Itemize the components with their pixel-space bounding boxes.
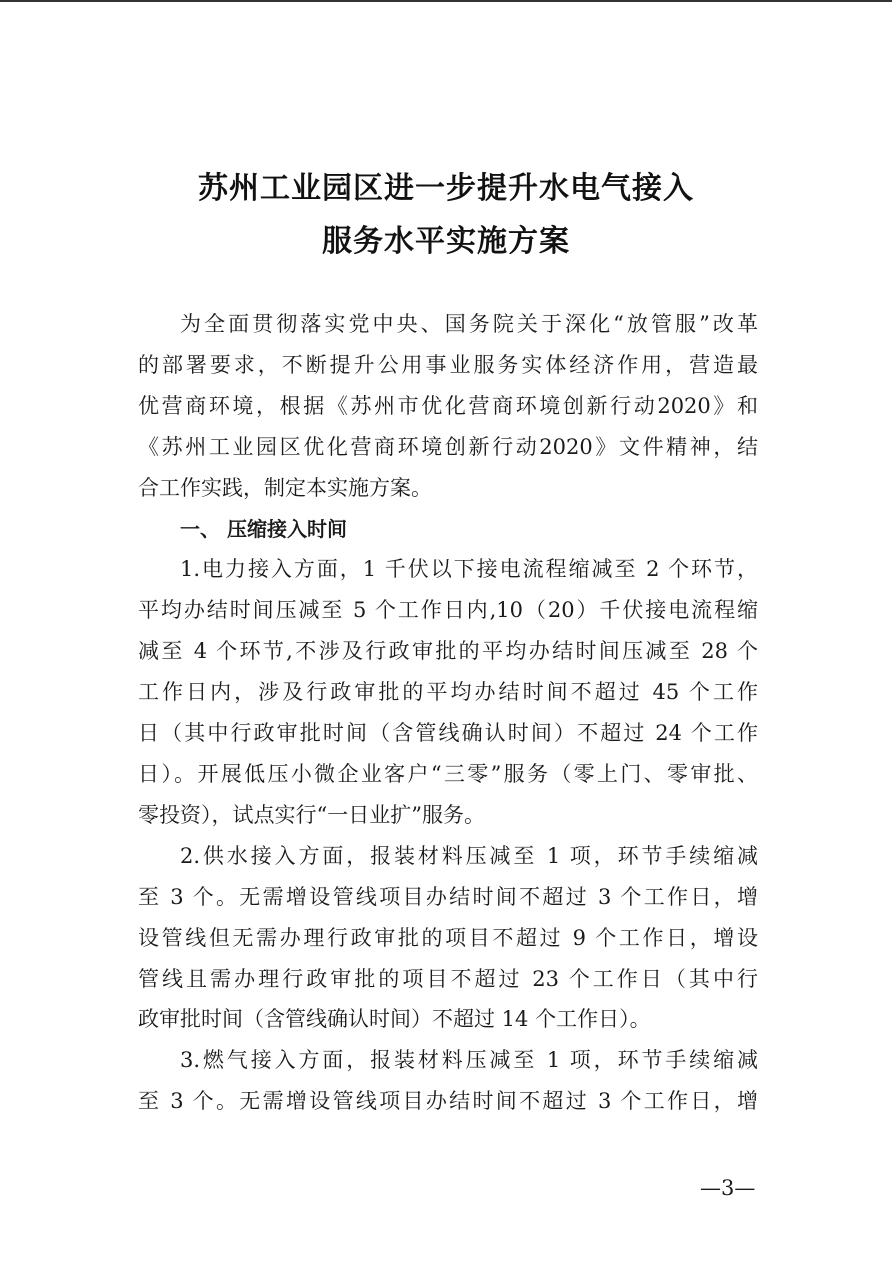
document-title-line-1: 苏州工业园区进一步提升水电气接入: [198, 171, 694, 206]
text-line: 为全面贯彻落实党中央、国务院关于深化“放管服”改革: [180, 312, 758, 336]
text-line: 1.电力接入方面，1 千伏以下接电流程缩减至 2 个环节，: [180, 557, 758, 582]
text-line: 管线且需办理行政审批的项目不超过 23 个工作日（其中行: [138, 966, 758, 991]
top-border-line: [0, 0, 892, 2]
text-line: 零投资），试点实行“一日业扩”服务。: [138, 802, 485, 827]
section-heading: 一、 压缩接入时间: [180, 516, 347, 541]
text-line: 减至 4 个环节,不涉及行政审批的平均办结时间压减至 28 个: [138, 639, 758, 664]
text-line: 的部署要求，不断提升公用事业服务实体经济作用，营造最: [138, 352, 758, 377]
text-line: 至 3 个。无需增设管线项目办结时间不超过 3 个工作日，增: [138, 1089, 758, 1114]
text-line: 《苏州工业园区优化营商环境创新行动2020》文件精神，结: [138, 434, 758, 459]
text-line: 政审批时间（含管线确认时间）不超过 14 个工作日）。: [138, 1007, 651, 1032]
text-line: 3.燃气接入方面，报装材料压减至 1 项，环节手续缩减: [180, 1048, 758, 1073]
text-line: 日（其中行政审批时间（含管线确认时间）不超过 24 个工作: [138, 721, 758, 746]
intro-paragraph: [138, 304, 758, 509]
text-line: 设管线但无需办理行政审批的项目不超过 9 个工作日，增设: [138, 925, 758, 950]
page-number: —3—: [700, 1176, 756, 1200]
item-2-paragraph: [138, 836, 758, 1041]
text-line: 优营商环境，根据《苏州市优化营商环境创新行动2020》和: [138, 393, 758, 418]
document-title-line-2: 服务水平实施方案: [322, 224, 570, 259]
text-line: 2.供水接入方面，报装材料压减至 1 项，环节手续缩减: [180, 843, 758, 868]
section-heading-paragraph: [138, 509, 758, 550]
document-body: [138, 304, 758, 1122]
text-line: 至 3 个。无需增设管线项目办结时间不超过 3 个工作日，增: [138, 884, 758, 909]
text-line: 日）。开展低压小微企业客户“三零”服务（零上门、零审批、: [138, 761, 758, 786]
text-line: 合工作实践，制定本实施方案。: [138, 475, 432, 500]
text-line: 工作日内，涉及行政审批的平均办结时间不超过 45 个工作: [138, 680, 758, 705]
item-1-paragraph: [138, 549, 758, 835]
item-3-paragraph: [138, 1040, 758, 1122]
text-line: 平均办结时间压减至 5 个工作日内,10（20）千伏接电流程缩: [138, 598, 758, 623]
